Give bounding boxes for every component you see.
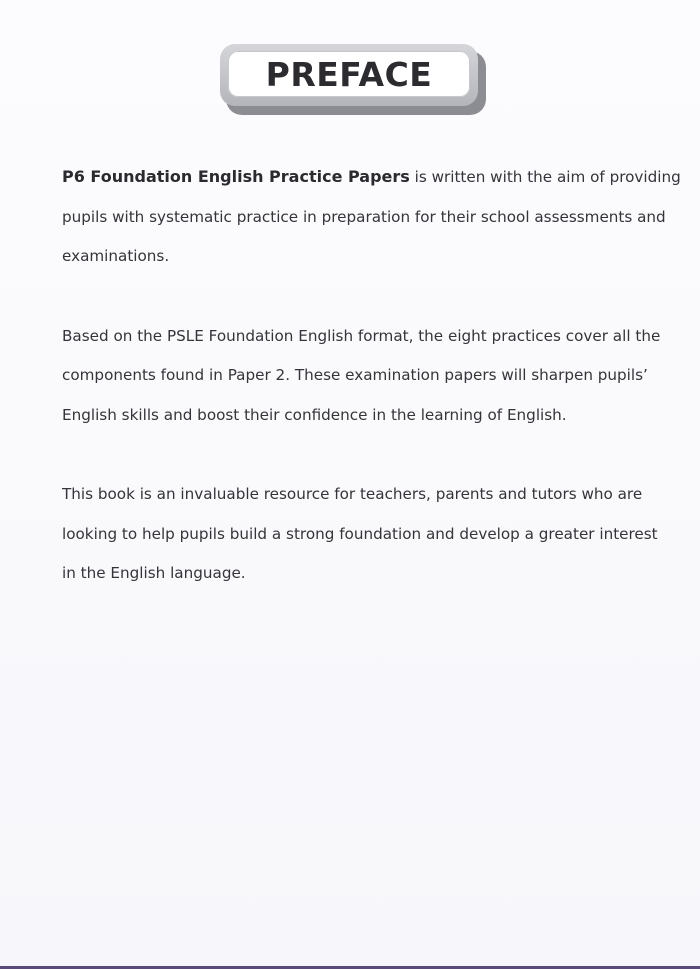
paragraph-line: [62, 168, 681, 186]
paragraph-line: looking to help pupils build a strong foundation and develop a greater interest: [62, 524, 658, 543]
page-title: PREFACE: [265, 54, 433, 94]
paragraph-2: [62, 317, 661, 436]
paragraph-line: This book is an invaluable resource for teachers, parents and tutors who are: [62, 485, 643, 503]
title-badge-inner: [228, 51, 470, 97]
preface-body: [62, 157, 681, 594]
paragraph-line: Based on the PSLE Foundation English format, the eight practices cover all the: [62, 326, 661, 345]
paragraph-line: examinations.: [62, 247, 170, 265]
paragraph-3: [62, 475, 658, 594]
paragraph-line: English skills and boost their confidence in the learning of English.: [62, 405, 567, 424]
book-title-bold: P6 Foundation English Practice Papers: [62, 167, 410, 186]
paragraph-line: components found in Paper 2. These examination papers will sharpen pupils’: [62, 366, 648, 384]
paragraph-1: [62, 157, 681, 277]
title-badge: [220, 44, 478, 106]
paragraph-line: in the English language.: [62, 564, 246, 582]
line-text: is written with the aim of providing: [409, 168, 681, 186]
paragraph-line: pupils with systematic practice in preparation for their school assessments and: [62, 207, 666, 226]
